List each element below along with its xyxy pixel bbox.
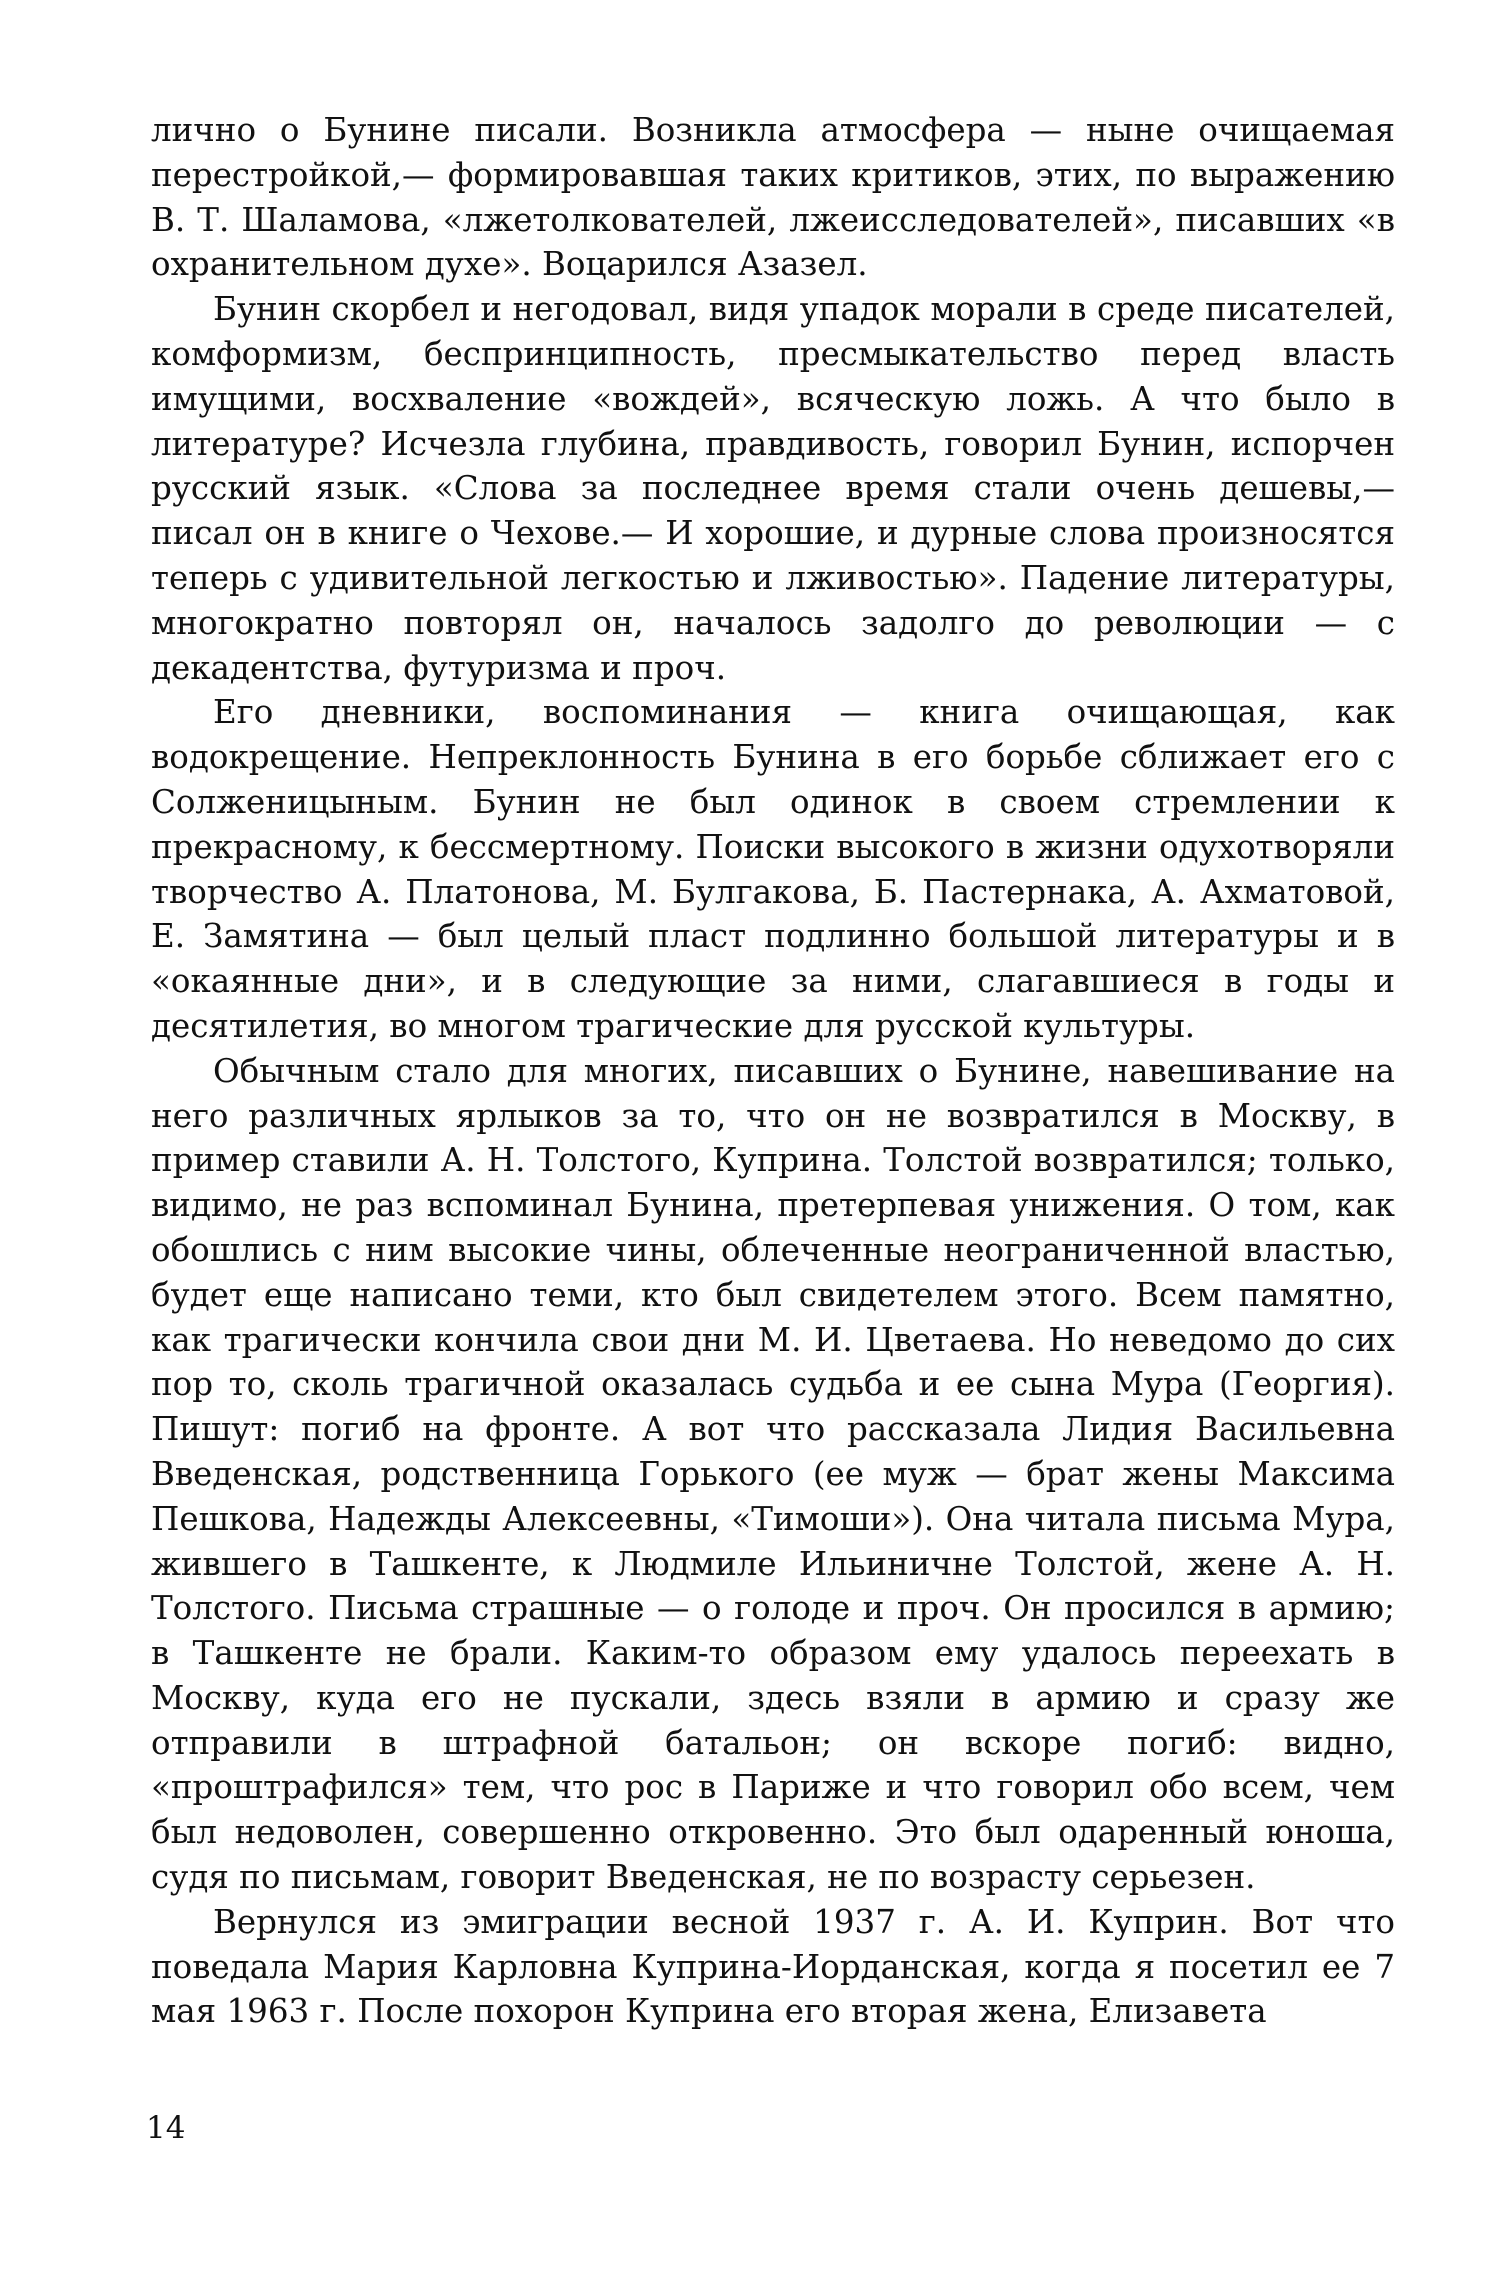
paragraph-4: Обычным стало для многих, писавших о Бунине, навешивание на него различных ярлыков за то, что он не возвратился в Москву, в пример ставили А. Н. Толстого, Куприна. Толстой возвратился; только, видимо, не раз вспоминал Бунина, претерпевая унижения. О том, как обошлись с ним высокие чины, облеченные неограниченной властью, будет еще написано теми, кто был свидетелем этого. Всем памятно, как трагически кончила свои дни М. И. Цветаева. Но неведомо до сих пор то, сколь трагичной оказалась судьба и ее сына Мура (Георгия). Пишут: погиб на фронте. А вот что рассказала Лидия Васильевна Введенская, родственница Горького (ее муж — брат жены Максима Пешкова, Надежды Алексеевны, «Тимоши»). Она читала письма Мура, жившего в Ташкенте, к Людмиле Ильиничне Толстой, жене А. Н. Толстого. Письма страшные — о голоде и проч. Он просился в армию; в Ташкенте не брали. Каким-то образом ему удалось переехать в Москву, куда его не пускали, здесь взяли в армию и сразу же отправили в штрафной батальон; он вскоре погиб: видно, «проштрафился» тем, что рос в Париже и что говорил обо всем, чем был недоволен, совершенно откровенно. Это был одаренный юноша, судя по письмам, говорит Введенская, не по возрасту серьезен.	[151, 1051, 1395, 1897]
paragraph-5: Вернулся из эмиграции весной 1937 г. А. И. Куприн. Вот что поведала Мария Карловна Куприна-Иорданская, когда я посетил ее 7 мая 1963 г. После похорон Куприна его вторая жена, Елизавета	[151, 1902, 1395, 2031]
paragraph-2: Бунин скорбел и негодовал, видя упадок морали в среде писателей, комформизм, беспринципность, пресмыкательство перед власть имущими, восхваление «вождей», всяческую ложь. А что было в литературе? Исчезла глубина, правдивость, говорил Бунин, испорчен русский язык. «Слова за последнее время стали очень дешевы,— писал он в книге о Чехове.— И хорошие, и дурные слова произносятся теперь с удивительной легкостью и лживостью». Падение литературы, многократно повторял он, началось задолго до революции — с декадентства, футуризма и проч.	[151, 290, 1395, 687]
paragraph-1: лично о Бунине писали. Возникла атмосфера — ныне очищаемая перестройкой,— формировавшая таких критиков, этих, по выражению В. Т. Шаламова, «лжетолкователей, лжеисследователей», писавших «в охранительном духе». Воцарился Азазел.	[151, 111, 1395, 284]
paragraph-3: Его дневники, воспоминания — книга очищающая, как водокрещение. Непреклонность Бунина в его борьбе сближает его с Солженицыным. Бунин не был одинок в своем стремлении к прекрасному, к бессмертному. Поиски высокого в жизни одухотворяли творчество А. Платонова, М. Булгакова, Б. Пастернака, А. Ахматовой, Е. Замятина — был целый пласт подлинно большой литературы и в «окаянные дни», и в следующие за ними, слагавшиеся в годы и десятилетия, во многом трагические для русской культуры.	[151, 693, 1395, 1045]
body-text	[151, 108, 1395, 2034]
page-number: 14	[146, 2110, 186, 2146]
